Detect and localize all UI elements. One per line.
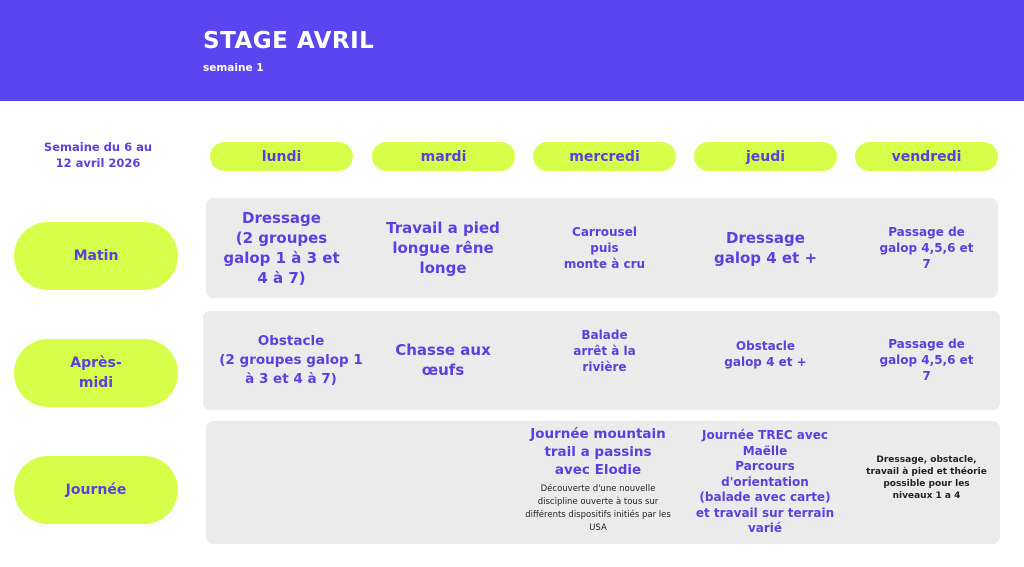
cell-line: Journée TREC avec xyxy=(702,428,828,443)
cell-line: travail à pied et théorie xyxy=(866,466,987,477)
week-label xyxy=(20,139,176,171)
cell-apres-midi-mercredi xyxy=(533,316,676,386)
cell-line: Dressage xyxy=(726,229,805,247)
cell-line: (2 groupes xyxy=(235,229,328,247)
cell-journee-mercredi xyxy=(515,425,681,540)
cell-line: à 3 et 4 à 7) xyxy=(245,370,337,387)
cell-line: Passage de xyxy=(888,225,965,239)
cell-line: œufs xyxy=(421,361,465,379)
week-label-line: Semaine du 6 au xyxy=(43,140,153,154)
cell-apres-midi-mardi xyxy=(370,316,516,404)
cell-line: niveaux 1 a 4 xyxy=(892,490,961,501)
cell-line: possible pour les xyxy=(883,478,970,489)
cell-note-line: USA xyxy=(589,523,607,533)
cell-line: galop 1 à 3 et xyxy=(223,249,340,267)
cell-line: Passage de xyxy=(888,337,965,351)
cell-journee-jeudi xyxy=(690,425,840,540)
header-banner xyxy=(0,0,1024,101)
cell-line: longue rêne xyxy=(392,239,494,257)
cell-journee-vendredi xyxy=(855,425,998,530)
cell-apres-midi-jeudi xyxy=(694,316,837,392)
cell-matin-mardi xyxy=(370,205,516,291)
week-label-line: 12 avril 2026 xyxy=(55,156,141,170)
cell-line: d'orientation xyxy=(721,474,809,489)
cell-line: Dressage, obstacle, xyxy=(876,454,977,465)
row-label-apres-midi: Après-midi xyxy=(14,339,178,407)
cell-note-line: différents dispositifs initiés par les xyxy=(525,510,671,520)
cell-line: Maëlle xyxy=(742,443,788,458)
cell-line: 4 à 7) xyxy=(257,269,306,287)
cell-line: Dressage xyxy=(242,209,321,227)
cell-line: Obstacle xyxy=(735,339,796,353)
cell-apres-midi-lundi xyxy=(205,316,377,404)
cell-note xyxy=(525,483,671,535)
cell-line: varié xyxy=(747,521,783,536)
row-label-matin: Matin xyxy=(14,222,178,290)
cell-line: monte à cru xyxy=(563,257,646,271)
page-subtitle: semaine 1 xyxy=(203,62,264,74)
cell-line: avec Elodie xyxy=(554,462,642,478)
cell-note-line: Découverte d'une nouvelle xyxy=(540,484,656,494)
cell-line: et travail sur terrain xyxy=(695,505,835,520)
cell-line: 7 xyxy=(922,369,931,383)
day-header-mardi: mardi xyxy=(372,142,515,171)
cell-line: Chasse aux xyxy=(395,341,491,359)
cell-matin-lundi xyxy=(210,205,353,291)
cell-line: galop 4 et + xyxy=(724,355,807,369)
cell-line: Parcours xyxy=(735,459,795,474)
cell-line: longe xyxy=(419,259,467,277)
cell-line: Carrousel xyxy=(572,225,637,239)
cell-line: puis xyxy=(590,241,619,255)
cell-matin-jeudi xyxy=(694,205,837,291)
cell-line: 7 xyxy=(922,257,931,271)
cell-line: galop 4 et + xyxy=(713,249,818,267)
row-label-journee: Journée xyxy=(14,456,178,524)
cell-line: galop 4,5,6 et xyxy=(879,353,974,367)
day-header-lundi: lundi xyxy=(210,142,353,171)
day-header-mercredi: mercredi xyxy=(533,142,676,171)
page-title: STAGE AVRIL xyxy=(203,28,375,54)
cell-line: (2 groupes galop 1 xyxy=(219,351,363,368)
cell-line: (balade avec carte) xyxy=(699,490,831,505)
day-header-jeudi: jeudi xyxy=(694,142,837,171)
cell-line: rivière xyxy=(582,360,627,374)
day-header-vendredi: vendredi xyxy=(855,142,998,171)
cell-note-line: discipline ouverte à tous sur xyxy=(537,497,659,507)
cell-matin-mercredi xyxy=(533,205,676,291)
cell-line: galop 4,5,6 et xyxy=(879,241,974,255)
cell-matin-vendredi xyxy=(855,205,998,291)
cell-apres-midi-vendredi xyxy=(855,316,998,404)
cell-line: Balade xyxy=(581,328,628,342)
cell-line: Travail a pied xyxy=(386,219,500,237)
cell-line: trail a passins xyxy=(544,444,652,460)
cell-line: arrêt à la xyxy=(573,344,636,358)
cell-line: Obstacle xyxy=(257,332,325,349)
cell-line: Journée mountain xyxy=(530,426,666,442)
